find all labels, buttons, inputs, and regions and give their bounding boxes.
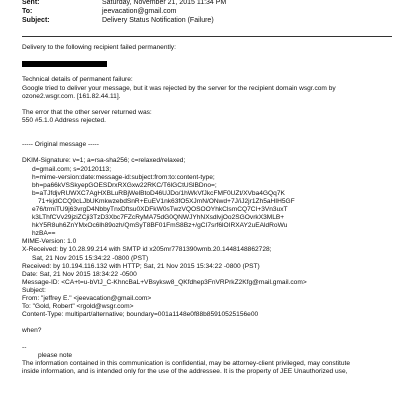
body-line: From: "jeffrey E." <jeevacation@gmail.com>	[22, 295, 152, 302]
body-line: k3LThfCVv29jziZCji3TzD3Xbc7FZcRyMA75dG0QNWJYhNXsdlvjOo2SGOvrkX3MLB+	[32, 214, 285, 222]
original-message-divider: ----- Original message -----	[22, 141, 99, 149]
body-line: Date: Sat, 21 Nov 2015 18:34:22 -0500	[22, 270, 137, 278]
confidentiality-notice: The information contained in this communication is confidential, may be attorney-client privileged, may constitute	[22, 359, 351, 367]
body-line: Received: by 10.194.116.132 with HTTP; Sat, 21 Nov 2015 15:34:22 -0800 (PST)	[22, 262, 260, 270]
body-line: ozone2.wsgr.com. [161.82.44.11].	[22, 92, 121, 100]
signature-separator: --	[22, 343, 27, 351]
body-line: please note	[38, 351, 73, 359]
subject-value: Delivery Status Notification (Failure)	[102, 17, 214, 24]
redaction-bar	[22, 61, 107, 67]
body-line: bh=pa66kVSSkyepGOESDrxRXGxw22RKC/T6lGCtUSlBDno=;	[32, 181, 217, 189]
body-line: Technical details of permanent failure:	[22, 76, 133, 84]
sent-label: Sent:	[22, 0, 40, 6]
body-line: The error that the other server returned was:	[22, 108, 152, 116]
body-line: To: "Gold, Robert" <rgold@wsgr.com>	[22, 303, 134, 311]
body-line: Message-ID: <CA+t=u-bVtJ_C-KhncBaL+VBsyksw8_QKfdhep3FnVRPrkZ2Kfg@mail.gmail.com>	[22, 278, 307, 286]
body-line: b=aTJfdjvRUWXC7AgHXBLuRBjWelBtoD46UJDo/1hWkVfJkcFMF0UZt/XVba4GQq7K	[32, 189, 285, 197]
body-line: hzBA==	[32, 230, 56, 238]
body-line: d=gmail.com; s=20120113;	[32, 165, 112, 173]
email-body	[22, 36, 392, 376]
subject-label: Subject:	[22, 17, 50, 24]
sent-value: Saturday, November 21, 2015 11:34 PM	[102, 0, 227, 6]
body-line: h=mime-version:date:message-id:subject:from:to:content-type;	[32, 173, 215, 181]
body-line: hkY5R8uh6ZnYMxOc6lh89ozh/QmSyT8BF01FmS8Bz+/gCI7srf6lOIRXAY2uEAldRoWu	[32, 222, 288, 230]
body-line: Content-Type: multipart/alternative; boundary=001a1148e0f88b85910525156e00	[22, 311, 259, 319]
body-line: Subject:	[22, 286, 46, 294]
body-line: MIME-Version: 1.0	[22, 238, 77, 246]
body-line: Google tried to deliver your message, but it was rejected by the server for the recipient domain wsgr.com by	[22, 84, 336, 92]
body-line: e76/trmiTU9j63vrgD4NbbyTnxDftsu0XDFkW0sTwzVQOSOOYhkClsmCQ7CI+3Vn3uxT	[32, 205, 288, 213]
body-line: when?	[22, 327, 42, 335]
body-line: Sat, 21 Nov 2015 15:34:22 -0800 (PST)	[32, 254, 149, 262]
to-value: jeevacation@gmail.com	[102, 8, 177, 15]
confidentiality-notice: inside information, and is intended only for the use of the addressee. It is the property of JEE Unauthorized use,	[22, 367, 348, 375]
redacted-recipient	[22, 60, 392, 68]
body-line: DKIM-Signature: v=1; a=rsa-sha256; c=relaxed/relaxed;	[22, 157, 186, 165]
body-line: 71+kjdCCQ9cLJbUKmkwzebdSnR+EuEV1nk63fO5XJmN/ONwd+7J/iJ2jr1Zh5aHIH5GF	[38, 197, 295, 205]
body-line: 550 #5.1.0 Address rejected.	[22, 116, 106, 124]
body-line: X-Received: by 10.28.99.214 with SMTP id x205mr7781390wmb.20.1448148862728;	[22, 246, 272, 254]
to-label: To:	[22, 8, 33, 15]
body-line: Delivery to the following recipient failed permanently:	[22, 44, 176, 52]
